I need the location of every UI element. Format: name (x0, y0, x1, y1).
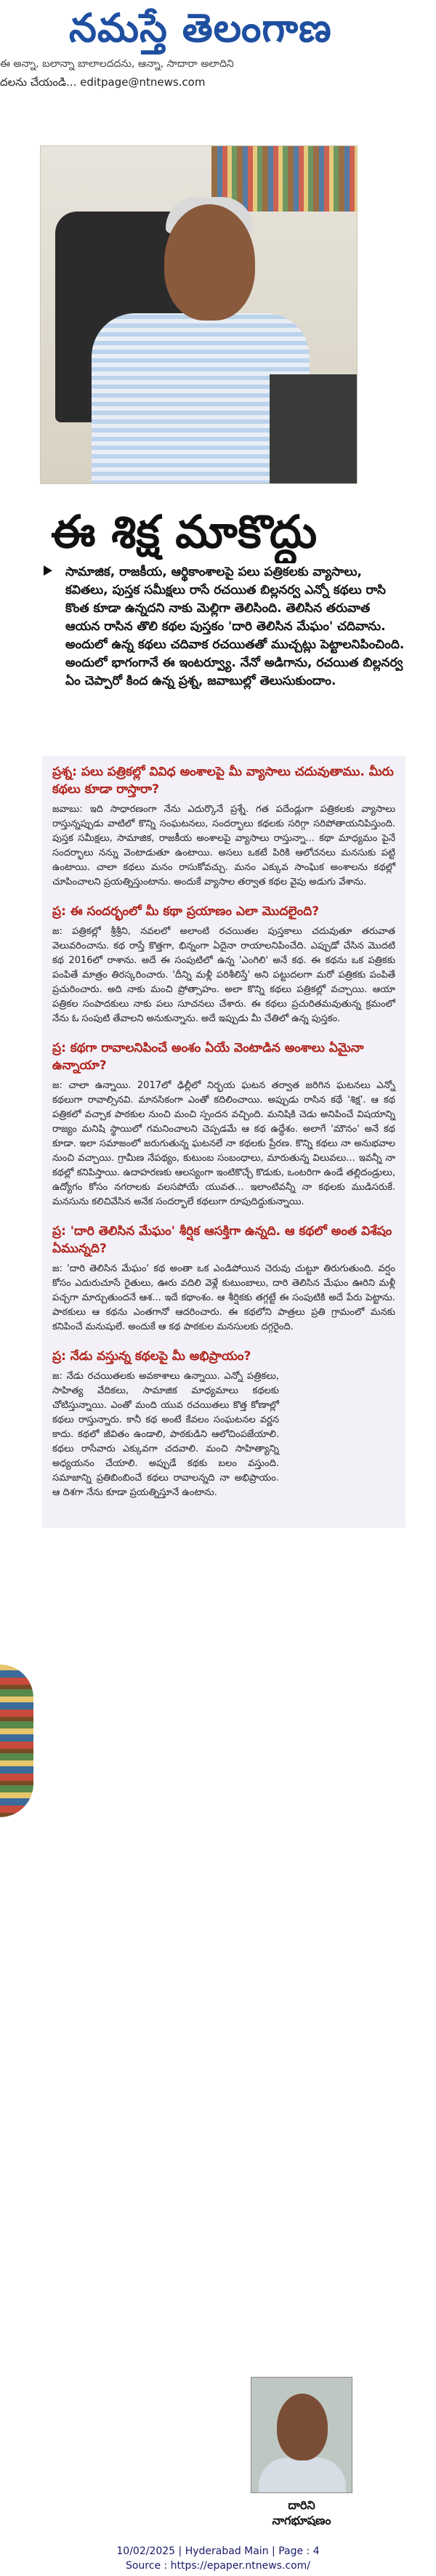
question: ప్రశ్న: పలు పత్రికల్లో వివిధ అంశాలపై మీ వ్యాసాలు చదువుతాము. మీరు కథలు కూడా రాస్తారా? (52, 765, 394, 797)
portrait-head (277, 2394, 328, 2460)
question: ప్ర: నేడు వస్తున్న కథలపై మీ అభిప్రాయం? (52, 1349, 251, 1364)
question: ప్ర: ఈ సందర్భంలో మీ కథా ప్రయాణం ఎలా మొదలైంది? (52, 904, 320, 919)
interviewer-photo (251, 2377, 352, 2493)
question: ప్ర: 'దారి తెలిసిన మేఘం' శీర్షిక ఆసక్తిగా ఉన్నది. ఆ కథలో అంత విశేషం ఏమున్నది? (52, 1224, 392, 1256)
answer: జ: పత్రికల్లో శ్రీశ్రీని, నవలలో అలాంటి రచయితల పుస్తకాలు చదువుతూ తరువాత వెలువరించాను. కథ రాస్తే కొత్తగా, భిన్నంగా ఏదైనా రాయాలనిపించేది. ఎప్పుడో చేసిన మొదటి కథ 2016లో రాశాను. అదే ఈ సంపుటిలో ఉన్న 'ఎంగిలి' అనే కథ. ఈ కథను ఒక పత్రికకు పంపితే మాత్రం తిరస్కరించారు. 'దీన్ని మళ్లీ పరిశీలిస్తే' అని పట్టుదలగా మరో పత్రికకు పంపితే ప్రచురించారు. అది నాకు మంచి ప్రోత్సాహం. అలా కొన్ని కథలు పత్రికల్లో వచ్చాయి. ఆయా పత్రికల సంపాదకులు నాకు పలు సూచనలు చేశారు. ఈ కథలు ప్రచురితమవుతున్న క్రమంలో నేను ఓ సంపుటి తేవాలని అనుకున్నాను. అదే ఇప్పుడు మీ చేతిలో ఉన్న పుస్తకం. (52, 926, 395, 1024)
qa-item (52, 763, 395, 890)
headline: ఈ శిక్ష మాకొద్దు (51, 505, 318, 558)
caption-line-2: నాగభూషణం (272, 2513, 331, 2527)
photo-caption (251, 2497, 352, 2528)
qa-item (52, 1223, 395, 1335)
intro-text: సామాజిక, రాజకీయ, ఆర్థికాంశాలపై పలు పత్రికలకు వ్యాసాలు, కవితలు, పుస్తక సమీక్షలు రాసే రచయిత బిల్లనర్వ ఎన్నో కథలు రాసి కొంత కూడా ఉన్నదని నాకు మెల్లిగా తెలిసింది. తెలిసిన తరువాత ఆయన రాసిన తొలి కథల పుస్తకం 'దారి తెలిసిన మేఘం' చదివాను. అందులో ఉన్న కథలు చదివాక రచయితతో ముచ్చట్లు పెట్టాలనిపించింది. అందులో భాగంగానే ఈ ఇంటర్వ్యూ. నేనో అడిగాను, రచయిత బిల్లనర్వ ఏం చెప్పారో కింద ఉన్న ప్రశ్న, జవాబుల్లో తెలుసుకుందాం. (65, 565, 405, 688)
source-link[interactable]: Source : https://epaper.ntnews.com/ (125, 2560, 311, 2572)
top-strip-line-1: ఈ అన్నా, బలాన్నా బాలాలదదను, ఆన్నా, సాదారా అలాదిని (0, 58, 234, 70)
chevron-right-icon (44, 565, 52, 576)
author-photo (40, 145, 358, 484)
qa-item (52, 1039, 395, 1209)
bookshelf-illustration (0, 1665, 33, 1817)
intro-block (65, 563, 407, 691)
caption-line-1: దారిని (288, 2498, 315, 2512)
answer: జ: చాలా ఉన్నాయి. 2017లో ఢిల్లీలో నిర్భయ ఘటన తర్వాత జరిగిన ఘటనలు ఎన్నో కథలుగా రావాల్సినవి. మానసికంగా ఎంతో కదిలించాయి. అప్పుడు రాసిన కథే 'శిక్ష'. ఆ కథ పత్రికలో వచ్చాక పాఠకుల నుంచి మంచి స్పందన వచ్చింది. మనిషికి చెడు అనిపించే విషయాన్ని రాజ్యం మనిషి స్థాయిలో గమనించాలని చెప్పడమే ఆ కథ ఉద్దేశం. అలాగే 'మౌనం' అనే కథ కూడా. ఇలా సమాజంలో జరుగుతున్న ఘటనలే నా కథలకు ప్రేరణ. కొన్ని కథలు నా అనుభవాల నుంచి వచ్చాయి. గ్రామీణ నేపథ్యం, కుటుంబ సంబంధాలు, మారుతున్న విలువలు... ఇవన్నీ నా కథల్లో కనిపిస్తాయి. ఉదాహరణకు ఆలస్యంగా ఇంటికొచ్చే కొడుకు, ఒంటరిగా ఉండే తల్లిదండ్రులు, ఉద్యోగం కోసం నగరాలకు వలసపోయే యువత... ఇలాంటివన్నీ నా కథలకు ముడిసరుకే. మనసును కలిచివేసిన అనేక సందర్భాలే కథలుగా రూపుదిద్దుకున్నాయి. (52, 1080, 395, 1207)
qa-item (52, 1348, 395, 1500)
portrait-body (259, 2458, 346, 2493)
top-strip-line-2: దలను చేయండి... editpage@ntnews.com (0, 76, 206, 89)
masthead (0, 0, 436, 55)
newspaper-logo: నమస్తే తెలంగాణ (69, 4, 332, 51)
page-footer (0, 2544, 436, 2573)
person-head (164, 204, 255, 321)
edition-info: 10/02/2025 | Hyderabad Main | Page : 4 (116, 2545, 320, 2557)
question: ప్ర: కథగా రావాలనిపించే అంశం ఏయే వెంటాడిన అంశాలు ఏమైనా ఉన్నాయా? (52, 1041, 364, 1073)
interview-body (42, 756, 405, 1528)
answer: జ: నేడు రచయితలకు అవకాశాలు ఉన్నాయి. ఎన్నో పత్రికలు, సాహిత్య వేదికలు, సామాజిక మాధ్యమాలు కథలకు చోటిస్తున్నాయి. ఎంతో మంది యువ రచయితలు కొత్త కోణాల్లో కథలు రాస్తున్నారు. కానీ కథ అంటే కేవలం సంఘటనల వర్ణన కాదు. కథలో జీవితం ఉండాలి, పాఠకుడిని ఆలోచింపజేయాలి. కథలు రాసేవారు ఎక్కువగా చదవాలి. మంచి సాహిత్యాన్ని అధ్యయనం చేయాలి. అప్పుడే కథకు బలం వస్తుంది. సమాజాన్ని ప్రతిబింబించే కథలు రావాలన్నది నా అభిప్రాయం. ఆ దిశగా నేను కూడా ప్రయత్నిస్తూనే ఉంటాను. (52, 1371, 279, 1498)
top-strip (0, 57, 436, 100)
answer: జవాబు: ఇది సాధారణంగా నేను ఎదుర్కొనే ప్రశ్నే. గత పదేండ్లుగా పత్రికలకు వ్యాసాలు రాస్తున్నప్పుడు వాటిలో కొన్ని సంఘటనలు, సందర్భాలు కథలకు సరిగ్గా సరిపోతాయనిపిస్తుంది. పుస్తక సమీక్షలు, సామాజిక, రాజకీయ అంశాలపై వ్యాసాలు రాస్తున్నా... కథా మాధ్యమం పైనే సందర్భాలు నన్ను వెంటాడుతూ ఉంటాయి. అసలు ఒకటే పిరికి ఆలోచనలు మనసుకు పట్టి ఉంటాయి. చాలా కథలు మనం రాసుకోవచ్చు. మనం ఎక్కువ సాంఘిక అంశాలను కథల్లో చూపించాలని ప్రయత్నిస్తుంటాను. అందుకే వ్యాసాల తర్వాత కథల వైపు అడుగు వేశాను. (52, 804, 395, 887)
answer: జ: 'దారి తెలిసిన మేఘం' కథ అంతా ఒక ఎండిపోయిన చెరువు చుట్టూ తిరుగుతుంది. వర్షం కోసం ఎదురుచూసే రైతులు, ఊరు వదిలి వెళ్లే కుటుంబాలు, దారి తెలిసిన మేఘం ఊరిని మళ్లీ పచ్చగా మార్చుతుందనే ఆశ... ఇదే కథాంశం. ఆ శీర్షికకు తగ్గట్టే ఈ సంపుటికి అదే పేరు పెట్టాను. పాఠకులు ఆ కథను ఎంతగానో ఆదరించారు. ఈ కథలోని పాత్రలు ప్రతి గ్రామంలో మనకు కనిపించే మనుషులే. అందుకే ఆ కథ పాఠకుల మనసులకు దగ్గరైంది. (52, 1263, 395, 1332)
desk-image (270, 374, 357, 483)
qa-item (52, 903, 395, 1026)
